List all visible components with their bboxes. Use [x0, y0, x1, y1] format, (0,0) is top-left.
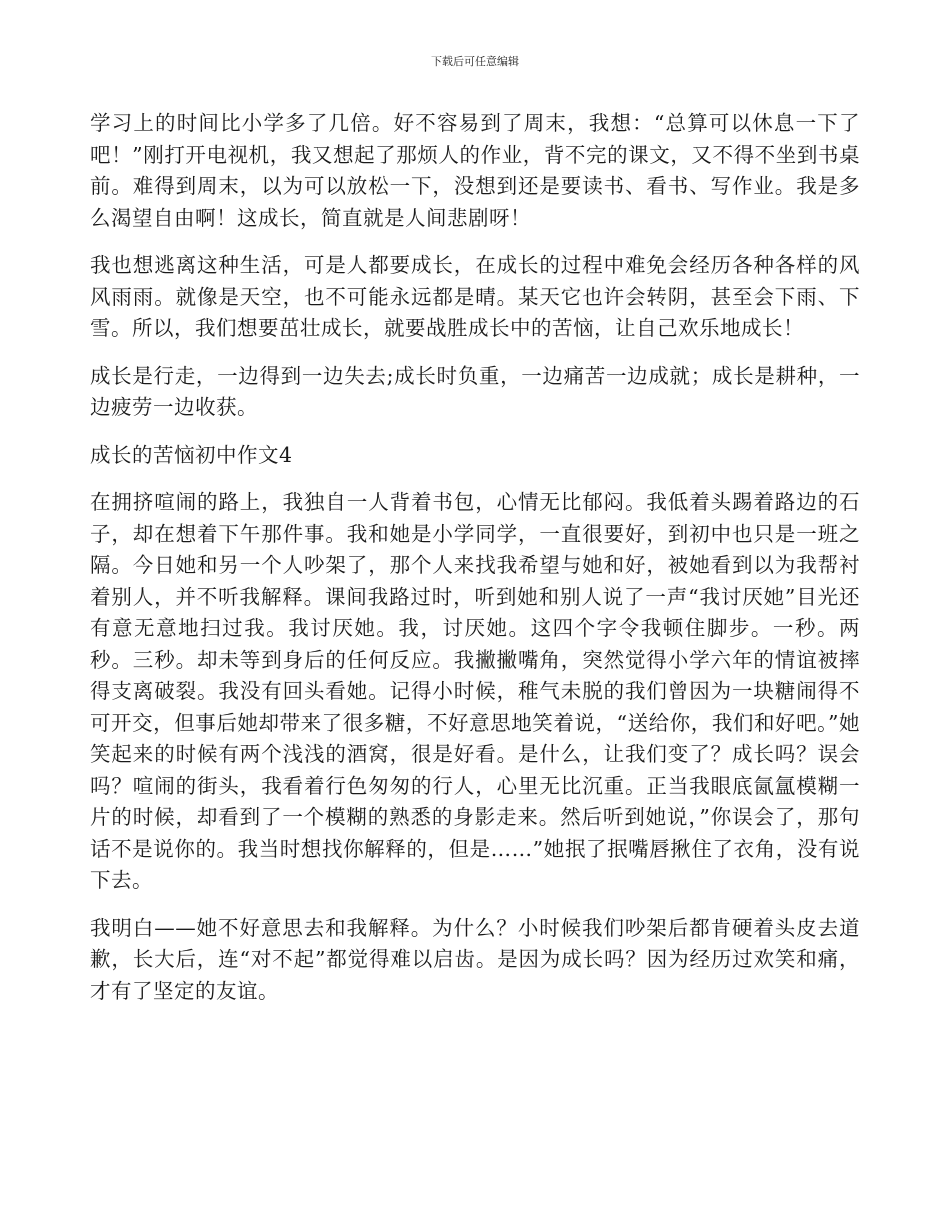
page-header: 下载后可任意编辑: [431, 55, 519, 68]
section-heading: 成长的苦恼初中作文4: [90, 442, 293, 467]
document-body: [90, 108, 860, 1023]
paragraph: 学习上的时间比小学多了几倍。好不容易到了周末，我想：“总算可以休息一下了吧！”刚打开电视机，我又想起了那烦人的作业，背不完的课文，又不得不坐到书桌前。难得到周末，以为可以放松一下，没想到还是要读书、看书、写作业。我是多么渴望自由啊！这成长，简直就是人间悲剧呀！: [90, 111, 860, 230]
paragraph: 在拥挤喧闹的路上，我独自一人背着书包，心情无比郁闷。我低着头踢着路边的石子，却在想着下午那件事。我和她是小学同学，一直很要好，到初中也只是一班之隔。今日她和另一个人吵架了，那个人来找我希望与她和好，被她看到以为我帮衬着别人，并不听我解释。课间我路过时，听到她和别人说了一声“我讨厌她”目光还有意无意地扫过我。我讨厌她。我，讨厌她。这四个字令我顿住脚步。一秒。两秒。三秒。却未等到身后的任何反应。我撇撇嘴角，突然觉得小学六年的情谊被摔得支离破裂。我没有回头看她。记得小时候，稚气未脱的我们曾因为一块糖闹得不可开交，但事后她却带来了很多糖，不好意思地笑着说，“送给你，我们和好吧。”她笑起来的时候有两个浅浅的酒窝，很是好看。是什么，让我们变了？成长吗？误会吗？喧闹的街头，我看着行色匆匆的行人，心里无比沉重。正当我眼底氤氲模糊一片的时候，却看到了一个模糊的熟悉的身影走来。然后听到她说，”你误会了，那句话不是说你的。我当时想找你解释的，但是……”她抿了抿嘴唇揪住了衣角，没有说下去。: [90, 490, 860, 892]
paragraph: 我明白——她不好意思去和我解释。为什么？小时候我们吵架后都肯硬着头皮去道歉，长大后，连“对不起”都觉得难以启齿。是因为成长吗？因为经历过欢笑和痛，才有了坚定的友谊。: [90, 915, 860, 1003]
paragraph: 我也想逃离这种生活，可是人都要成长，在成长的过程中难免会经历各种各样的风风雨雨。就像是天空，也不可能永远都是晴。某天它也许会转阴，甚至会下雨、下雪。所以，我们想要茁壮成长，就要战胜成长中的苦恼，让自己欢乐地成长！: [90, 253, 860, 340]
paragraph: 成长是行走，一边得到一边失去;成长时负重，一边痛苦一边成就；成长是耕种，一边疲劳一边收获。: [90, 363, 860, 419]
